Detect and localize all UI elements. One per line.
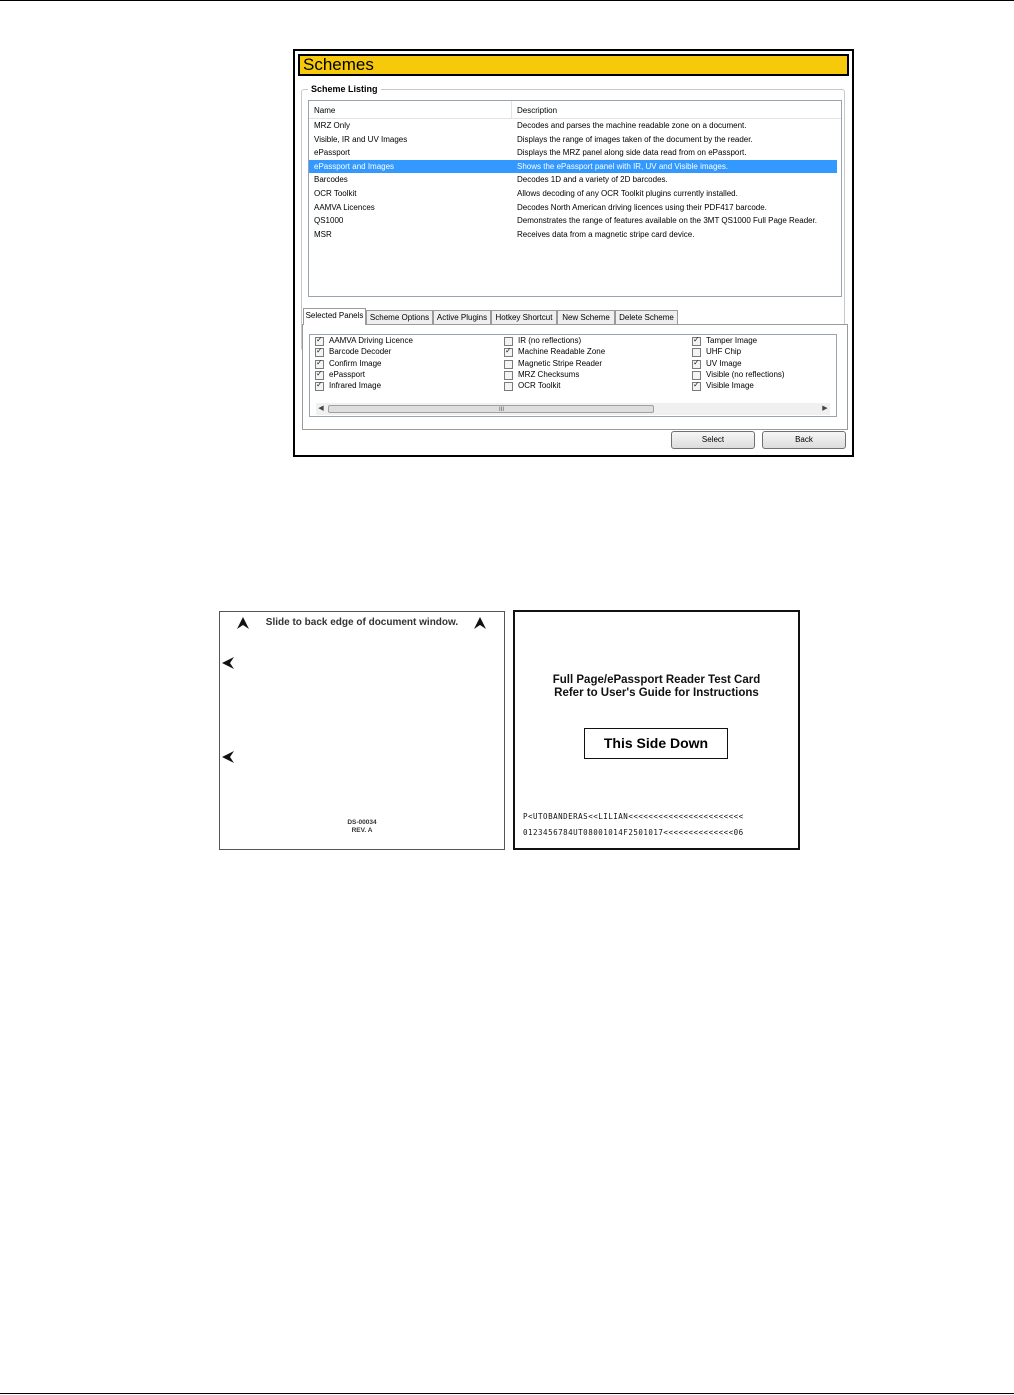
scheme-description: Displays the range of images taken of the document by the reader. — [517, 134, 753, 144]
check-icon: ✓ — [693, 335, 700, 344]
mrz-line-1: P<UTOBANDERAS<<LILIAN<<<<<<<<<<<<<<<<<<<<<<< — [523, 812, 744, 821]
checkbox-label: Barcode Decoder — [329, 347, 392, 357]
checkbox-label: Infrared Image — [329, 381, 382, 391]
check-icon: ✓ — [505, 346, 512, 356]
column-separator[interactable] — [511, 101, 512, 118]
checkbox-label: Visible (no reflections) — [706, 369, 785, 379]
panel-checkbox[interactable] — [504, 336, 581, 347]
list-header — [309, 101, 841, 119]
check-icon: ✓ — [316, 368, 323, 378]
scheme-name: QS1000 — [314, 216, 344, 226]
scheme-name: OCR Toolkit — [314, 188, 357, 198]
scheme-name: ePassport — [314, 148, 351, 158]
scheme-name: AAMVA Licences — [314, 202, 375, 212]
scroll-grip: III — [499, 407, 505, 413]
checkbox-label: Machine Readable Zone — [518, 347, 606, 357]
panel-checkbox[interactable] — [315, 347, 391, 358]
checkbox-label: Magnetic Stripe Reader — [518, 358, 603, 368]
checkbox-icon[interactable] — [504, 348, 513, 357]
mrz-line-2: 0123456784UT08001014F2501017<<<<<<<<<<<<<<06 — [523, 828, 744, 837]
list-item[interactable] — [309, 214, 841, 228]
checkbox-label: Confirm Image — [329, 358, 382, 368]
checkbox-icon[interactable] — [692, 382, 701, 391]
arrow-left-icon — [221, 750, 235, 764]
panel-checkbox[interactable] — [692, 381, 754, 392]
panel-checkbox-list — [309, 334, 837, 417]
scroll-left-arrow-icon[interactable]: ◀ — [318, 405, 324, 412]
arrow-up-icon — [473, 616, 487, 630]
checkbox-label: UV Image — [706, 358, 742, 368]
checkbox-label: OCR Toolkit — [518, 381, 561, 391]
panel-checkbox[interactable] — [504, 359, 602, 370]
scheme-name: MRZ Only — [314, 121, 350, 130]
checkbox-icon[interactable] — [504, 360, 513, 369]
selected-panels-tab-panel — [302, 324, 848, 430]
panel-checkbox[interactable] — [315, 359, 381, 370]
checkbox-icon[interactable] — [504, 382, 513, 391]
card-title — [515, 674, 798, 700]
window-title: Schemes — [298, 54, 849, 76]
check-icon: ✓ — [693, 380, 700, 390]
list-item[interactable] — [309, 146, 841, 160]
checkbox-label: AAMVA Driving Licence — [329, 336, 413, 345]
checkbox-icon[interactable] — [504, 337, 513, 346]
tab-scheme-options[interactable]: Scheme Options — [366, 310, 433, 324]
scheme-description: Receives data from a magnetic stripe card device. — [517, 229, 695, 239]
top-rule — [0, 0, 1014, 1]
scheme-name: MSR — [314, 229, 332, 239]
tab-new-scheme[interactable]: New Scheme — [557, 310, 615, 324]
panel-checkbox[interactable] — [504, 347, 605, 358]
tab-delete-scheme[interactable]: Delete Scheme — [615, 310, 678, 324]
test-card-front — [219, 611, 505, 850]
checkbox-icon[interactable] — [315, 337, 324, 346]
list-item[interactable] — [309, 201, 841, 215]
scheme-description: Displays the MRZ panel along side data read from on ePassport. — [517, 148, 747, 158]
check-icon: ✓ — [316, 335, 323, 344]
scroll-thumb[interactable] — [328, 405, 654, 413]
horizontal-scrollbar[interactable] — [316, 403, 830, 415]
panel-checkbox[interactable] — [692, 359, 742, 370]
scheme-description: Decodes North American driving licences using their PDF417 barcode. — [517, 202, 767, 212]
card-title-line-1: Full Page/ePassport Reader Test Card — [552, 674, 761, 686]
document-number: DS-00034 — [347, 819, 377, 826]
checkbox-label: IR (no reflections) — [518, 336, 582, 345]
column-header-name[interactable]: Name — [314, 106, 336, 115]
document-code — [220, 819, 504, 835]
schemes-window — [293, 49, 854, 457]
this-side-down-label: This Side Down — [584, 728, 728, 759]
list-item[interactable] — [309, 187, 841, 201]
column-header-description[interactable]: Description — [517, 106, 558, 115]
checkbox-label: Visible Image — [706, 381, 754, 391]
check-icon: ✓ — [316, 346, 323, 356]
list-item[interactable] — [309, 173, 841, 187]
list-item[interactable] — [309, 228, 841, 242]
checkbox-label: MRZ Checksums — [518, 369, 580, 379]
checkbox-icon[interactable] — [504, 371, 513, 380]
checkbox-label: Tamper Image — [706, 336, 758, 345]
checkbox-icon[interactable] — [315, 382, 324, 391]
scheme-name: Barcodes — [314, 175, 348, 185]
panel-checkbox[interactable] — [315, 336, 413, 347]
checkbox-label: ePassport — [329, 369, 366, 379]
checkbox-icon[interactable] — [692, 371, 701, 380]
panel-checkbox[interactable] — [504, 370, 579, 381]
panel-checkbox[interactable] — [692, 336, 757, 347]
scroll-right-arrow-icon[interactable]: ▶ — [822, 405, 828, 412]
select-button[interactable]: Select — [671, 431, 755, 449]
scheme-description: Demonstrates the range of features available on the 3MT QS1000 Full Page Reader. — [517, 216, 818, 226]
checkbox-icon[interactable] — [315, 348, 324, 357]
tab-hotkey-shortcut[interactable]: Hotkey Shortcut — [491, 310, 557, 324]
tab-selected-panels[interactable]: Selected Panels — [303, 308, 366, 325]
scheme-description: Decodes and parses the machine readable zone on a document. — [517, 121, 747, 130]
checkbox-label: UHF Chip — [706, 347, 742, 357]
list-item[interactable] — [309, 119, 841, 133]
check-icon: ✓ — [693, 357, 700, 367]
scheme-name: Visible, IR and UV Images — [314, 134, 408, 144]
scheme-name: ePassport and Images — [314, 161, 395, 171]
scheme-description: Allows decoding of any OCR Toolkit plugins currently installed. — [517, 188, 738, 198]
test-card-back — [513, 610, 800, 850]
checkbox-icon[interactable] — [315, 368, 324, 380]
slide-instruction: Slide to back edge of document window. — [265, 617, 459, 628]
panel-checkbox[interactable] — [692, 370, 785, 381]
checkbox-icon[interactable] — [692, 357, 701, 369]
checkbox-icon[interactable] — [692, 348, 701, 357]
check-icon: ✓ — [316, 380, 323, 390]
bottom-rule — [0, 1393, 1014, 1394]
list-item[interactable] — [309, 160, 837, 174]
scheme-list[interactable] — [308, 100, 842, 297]
list-item[interactable] — [309, 133, 841, 147]
tab-active-plugins[interactable]: Active Plugins — [433, 310, 491, 324]
checkbox-icon[interactable] — [315, 357, 324, 369]
arrow-left-icon — [221, 656, 235, 670]
checkbox-icon[interactable] — [692, 337, 701, 346]
arrow-up-icon — [236, 616, 250, 630]
back-button[interactable]: Back — [762, 431, 846, 449]
card-title-line-2: Refer to User's Guide for Instructions — [554, 687, 759, 699]
scheme-description: Shows the ePassport panel with IR, UV and Visible images. — [517, 161, 729, 171]
panel-checkbox[interactable] — [315, 381, 381, 392]
list-rows — [309, 119, 841, 241]
group-title: Scheme Listing — [308, 83, 381, 95]
check-icon: ✓ — [316, 357, 323, 367]
document-revision: REV. A — [351, 827, 373, 834]
panel-checkbox[interactable] — [504, 381, 561, 392]
scheme-description: Decodes 1D and a variety of 2D barcodes. — [517, 175, 668, 185]
